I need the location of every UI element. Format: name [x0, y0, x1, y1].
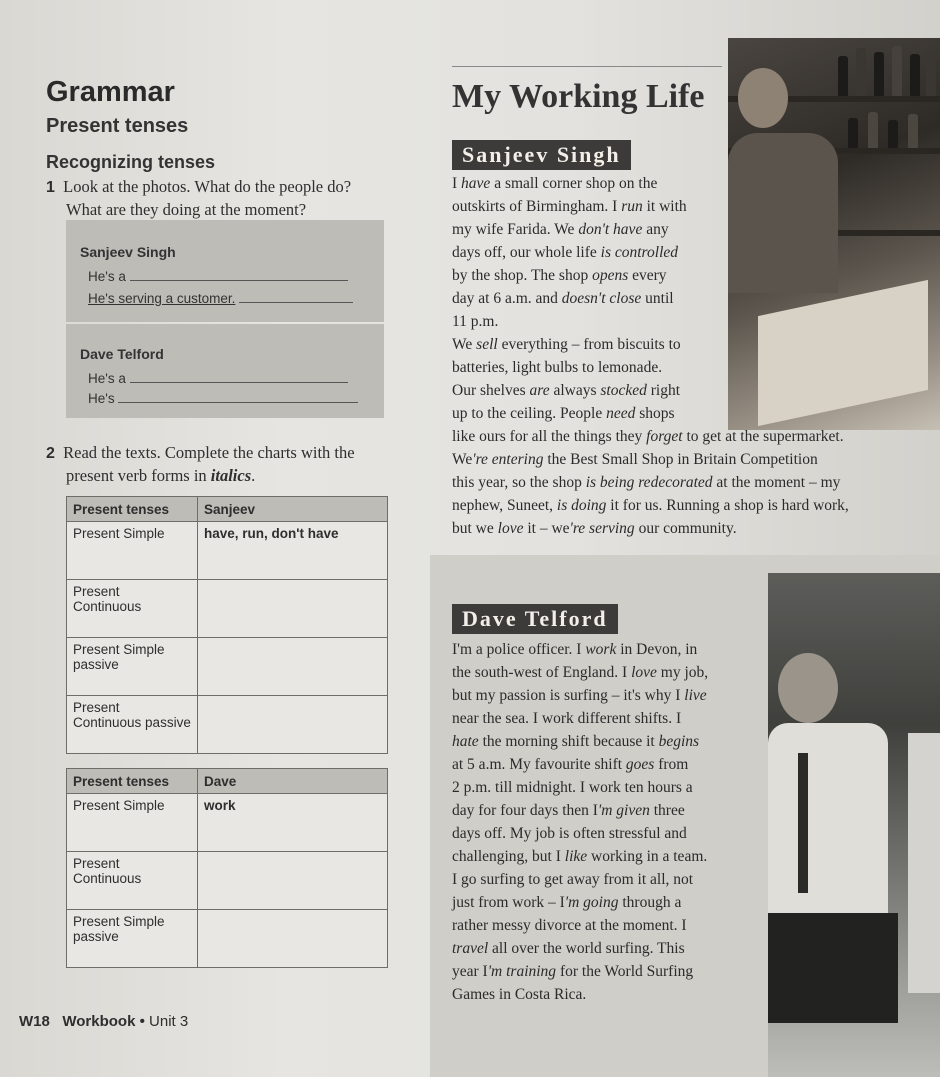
exercise2-instruction-prefix: present verb forms in	[66, 466, 207, 485]
sanjeev-photo	[728, 38, 940, 430]
exercise2-instruction-italic: italics	[210, 466, 252, 485]
sanjeev-line1	[88, 268, 348, 284]
sanjeev-name-text: Sanjeev Singh	[462, 142, 621, 167]
sanjeev-row-tense: Present Continuous	[67, 580, 198, 638]
sanjeev-line2	[88, 290, 353, 306]
sanjeev-text-narrow: I have a small corner shop on the outskirts of Birmingham. I run it with my wife Farida. We don't have any days off, our whole life is controlled by the shop. The shop opens every day at 6 a.m. and doesn't close until 11 p.m. We sell everything – from biscuits to batteries, light bulbs to lemonade. Our shelves are always stocked right up to the ceiling. People need shops	[452, 175, 687, 422]
dave-line2	[88, 390, 358, 406]
sanjeev-answer-blank2[interactable]	[239, 290, 353, 303]
page-title: Grammar	[46, 76, 175, 108]
dave-name-text: Dave Telford	[462, 606, 608, 631]
exercise2-instruction-suffix: .	[251, 466, 256, 485]
sanjeev-row-answer[interactable]	[198, 580, 388, 638]
sanjeev-row-answer[interactable]: have, run, don't have	[198, 522, 388, 580]
reading-title: My Working Life	[452, 78, 705, 115]
dave-chart	[66, 768, 388, 968]
sanjeev-row-tense: Present Simple	[67, 522, 198, 580]
sanjeev-row-tense: Present Continuous passive	[67, 696, 198, 754]
exercise1-instruction	[46, 176, 406, 221]
dave-answer-blank2[interactable]	[118, 390, 358, 403]
dave-row-answer[interactable]	[198, 852, 388, 910]
footer-book: Workbook	[62, 1013, 136, 1030]
footer-unit: Unit 3	[149, 1013, 189, 1030]
footer-separator: •	[139, 1013, 145, 1030]
sanjeev-answer-box	[66, 220, 384, 322]
section-heading: Recognizing tenses	[46, 152, 216, 172]
dave-photo	[768, 573, 940, 1077]
dave-answer-blank1[interactable]	[130, 370, 348, 383]
exercise1-instruction-line1: Look at the photos. What do the people do?	[63, 177, 352, 196]
sanjeev-chart	[66, 496, 388, 754]
sanjeev-name-bar	[452, 140, 631, 170]
exercise1-number: 1	[46, 179, 55, 196]
dave-row-answer[interactable]: work	[198, 794, 388, 852]
page-subtitle: Present tenses	[46, 115, 189, 137]
exercise2-instruction-line1: Read the texts. Complete the charts with the	[63, 443, 355, 462]
dave-answer-box	[66, 324, 384, 418]
sanjeev-box-name: Sanjeev Singh	[80, 244, 176, 260]
sanjeev-row-tense: Present Simple passive	[67, 638, 198, 696]
dave-row-tense: Present Continuous	[67, 852, 198, 910]
dave-box-name: Dave Telford	[80, 346, 164, 362]
exercise2-instruction	[46, 442, 416, 487]
dave-row-tense: Present Simple	[67, 794, 198, 852]
dave-text: I'm a police officer. I work in Devon, in the south-west of England. I love my job, but my passion is surfing – it's why I live near the sea. I work different shifts. I hate the morning shift because it begins at 5 a.m. My favourite shift goes from 2 p.m. till midnight. I work ten hours a day for four days then I'm given three days off. My job is often stressful and challenging, but I like working in a team. I go surfing to get away from it all, not just from work – I'm going through a rather messy divorce at the moment. I travel all over the world surfing. This year I'm training for the World Surfing Games in Costa Rica.	[452, 641, 709, 1003]
dave-line1	[88, 370, 348, 386]
title-rule	[452, 66, 722, 67]
exercise2-number: 2	[46, 445, 55, 462]
page-footer	[19, 1013, 188, 1030]
sanjeev-line2-text[interactable]: He's serving a customer.	[88, 291, 236, 306]
exercise1-instruction-line2: What are they doing at the moment?	[66, 200, 307, 219]
sanjeev-text-wide: like ours for all the things they forget to get at the supermarket. We're entering the Best Small Shop in Britain Competition this year, so the shop is being redecorated at the moment – my nephew, Suneet, is doing it for us. Running a shop is hard work, but we love it – we're serving our community.	[452, 428, 849, 537]
dave-line2-text: He's	[88, 391, 115, 406]
sanjeev-chart-header-tenses: Present tenses	[67, 497, 198, 522]
sanjeev-line1-text: He's a	[88, 269, 126, 284]
dave-chart-header-name: Dave	[198, 769, 388, 794]
sanjeev-chart-header-name: Sanjeev	[198, 497, 388, 522]
dave-row-answer[interactable]	[198, 910, 388, 968]
dave-row-tense: Present Simple passive	[67, 910, 198, 968]
dave-line1-text: He's a	[88, 371, 126, 386]
dave-name-bar	[452, 604, 618, 634]
sanjeev-answer-blank1[interactable]	[130, 268, 348, 281]
dave-chart-header-tenses: Present tenses	[67, 769, 198, 794]
sanjeev-row-answer[interactable]	[198, 638, 388, 696]
footer-page-number: W18	[19, 1013, 50, 1030]
sanjeev-row-answer[interactable]	[198, 696, 388, 754]
